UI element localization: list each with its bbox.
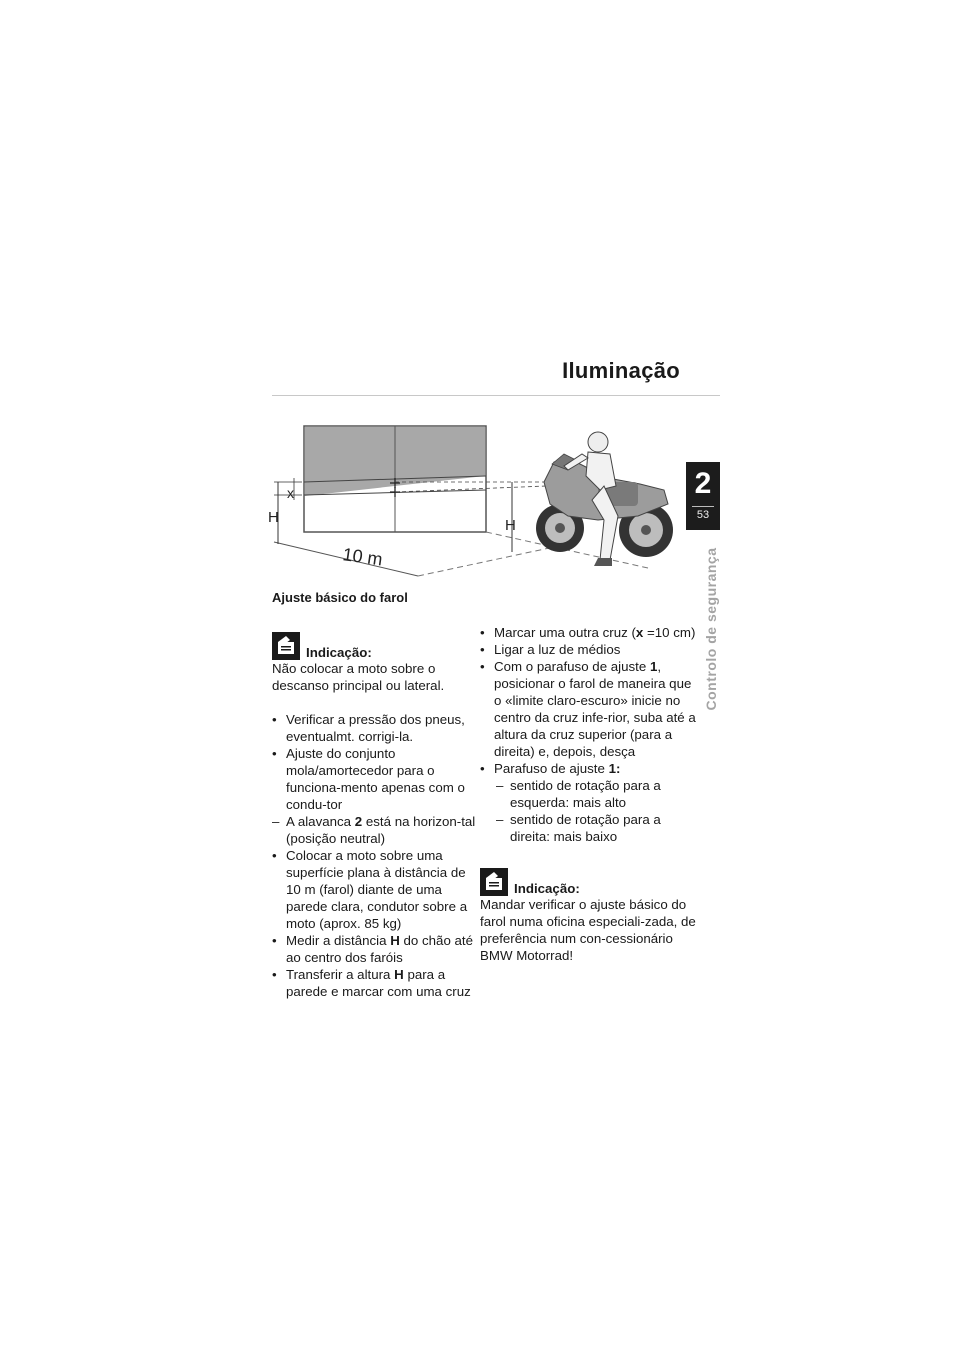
- page-title: Iluminação: [562, 358, 680, 383]
- list-marker: –: [496, 778, 504, 793]
- list-item: [272, 745, 477, 813]
- list-item: [480, 760, 702, 777]
- list-item-text: Verificar a pressão dos pneus, eventualmt. corrigi-la.: [286, 712, 465, 744]
- list-item: [480, 641, 702, 658]
- list-item: [272, 813, 477, 847]
- list-marker: •: [272, 746, 277, 761]
- column-left: [272, 626, 477, 1000]
- headlight-adjustment-illustration: [268, 420, 688, 580]
- list-item-text: Parafuso de ajuste: [494, 761, 609, 776]
- list-item-key: H: [394, 967, 404, 982]
- list-item-text: Colocar a moto sobre uma superfície plana à distância de 10 m (farol) diante de uma parede clara, condutor sobre a moto (aprox. 85 kg): [286, 848, 468, 931]
- list-item-text: do chão até ao centro dos faróis: [286, 933, 474, 965]
- list-marker: •: [480, 642, 485, 657]
- page-number: 53: [696, 509, 710, 521]
- list-marker: •: [272, 712, 277, 727]
- list-item-text: A alavanca: [286, 814, 355, 829]
- list-item-text: =10 cm): [643, 625, 696, 640]
- list-item: [480, 811, 702, 845]
- list-marker: •: [272, 967, 277, 982]
- list-marker: –: [272, 814, 280, 829]
- list-item-text: sentido de rotação para a esquerda: mais alto: [510, 778, 661, 810]
- instruction-list-right: [480, 624, 702, 777]
- chapter-tab: [686, 462, 720, 530]
- list-item-text: Ajuste do conjunto mola/amortecedor para o funciona-mento apenas com o condu-tor: [286, 746, 465, 812]
- note-text: Mandar verificar o ajuste básico do farol numa oficina especiali-zada, de preferência num con-cessionário BMW Motorrad!: [480, 897, 696, 963]
- note-icon: [480, 868, 508, 896]
- list-item-text: Marcar uma outra cruz (: [494, 625, 636, 640]
- figure-caption: Ajuste básico do farol: [272, 590, 408, 605]
- floor-line-mid: [418, 544, 568, 576]
- chapter-number: 2: [694, 467, 712, 500]
- note-text: Não colocar a moto sobre o descanso principal ou lateral.: [272, 661, 445, 693]
- list-item: [480, 624, 702, 641]
- header-divider: [272, 395, 720, 396]
- sub-instruction-list: [480, 777, 702, 845]
- list-item-text: Medir a distância: [286, 933, 391, 948]
- note-title: Indicação:: [514, 881, 580, 896]
- section-name: Controlo de segurança: [703, 547, 719, 711]
- note-header: [480, 862, 702, 896]
- list-item-key: x: [635, 625, 644, 640]
- section-sidebar: [702, 540, 720, 720]
- list-item-key: 1:: [608, 761, 621, 776]
- list-item-text: para a parede e marcar com uma cruz: [286, 967, 471, 999]
- list-marker: –: [496, 812, 504, 827]
- list-item: [272, 932, 477, 966]
- list-item: [272, 847, 477, 932]
- list-item: [272, 711, 477, 745]
- list-item-text: Com o parafuso de ajuste: [494, 659, 650, 674]
- list-item-text: sentido de rotação para a direita: mais baixo: [510, 812, 661, 844]
- list-item-text: está na horizon-tal (posição neutral): [286, 814, 476, 846]
- list-marker: •: [480, 659, 485, 674]
- list-item-text: Ligar a luz de médios: [494, 642, 621, 657]
- note-title: Indicação:: [306, 645, 372, 660]
- list-item-key: H: [390, 933, 400, 948]
- note-icon: [272, 632, 300, 660]
- list-item: [272, 966, 477, 1000]
- list-marker: •: [480, 761, 485, 776]
- label-h-left: H: [268, 509, 279, 526]
- list-marker: •: [480, 625, 485, 640]
- list-item-key: 1: [649, 659, 658, 674]
- list-item-text: , posicionar o farol de maneira que o «limite claro-escuro» inicie no centro da cruz infe-rior, suba até a altura da cruz superior (para a direita) e, depois, desça: [494, 659, 696, 759]
- motorcycle-figure: [536, 432, 673, 566]
- note-header: [272, 626, 477, 660]
- list-item-key: 2: [354, 814, 363, 829]
- list-item: [480, 658, 702, 760]
- list-marker: •: [272, 933, 277, 948]
- label-distance: 10 m: [341, 544, 384, 570]
- list-item-text: Transferir a altura: [286, 967, 395, 982]
- column-right: [480, 624, 702, 964]
- instruction-list-left: [272, 711, 477, 1000]
- list-marker: •: [272, 848, 277, 863]
- label-x: x: [287, 485, 294, 501]
- list-item: [480, 777, 702, 811]
- label-h-right: H: [505, 517, 516, 534]
